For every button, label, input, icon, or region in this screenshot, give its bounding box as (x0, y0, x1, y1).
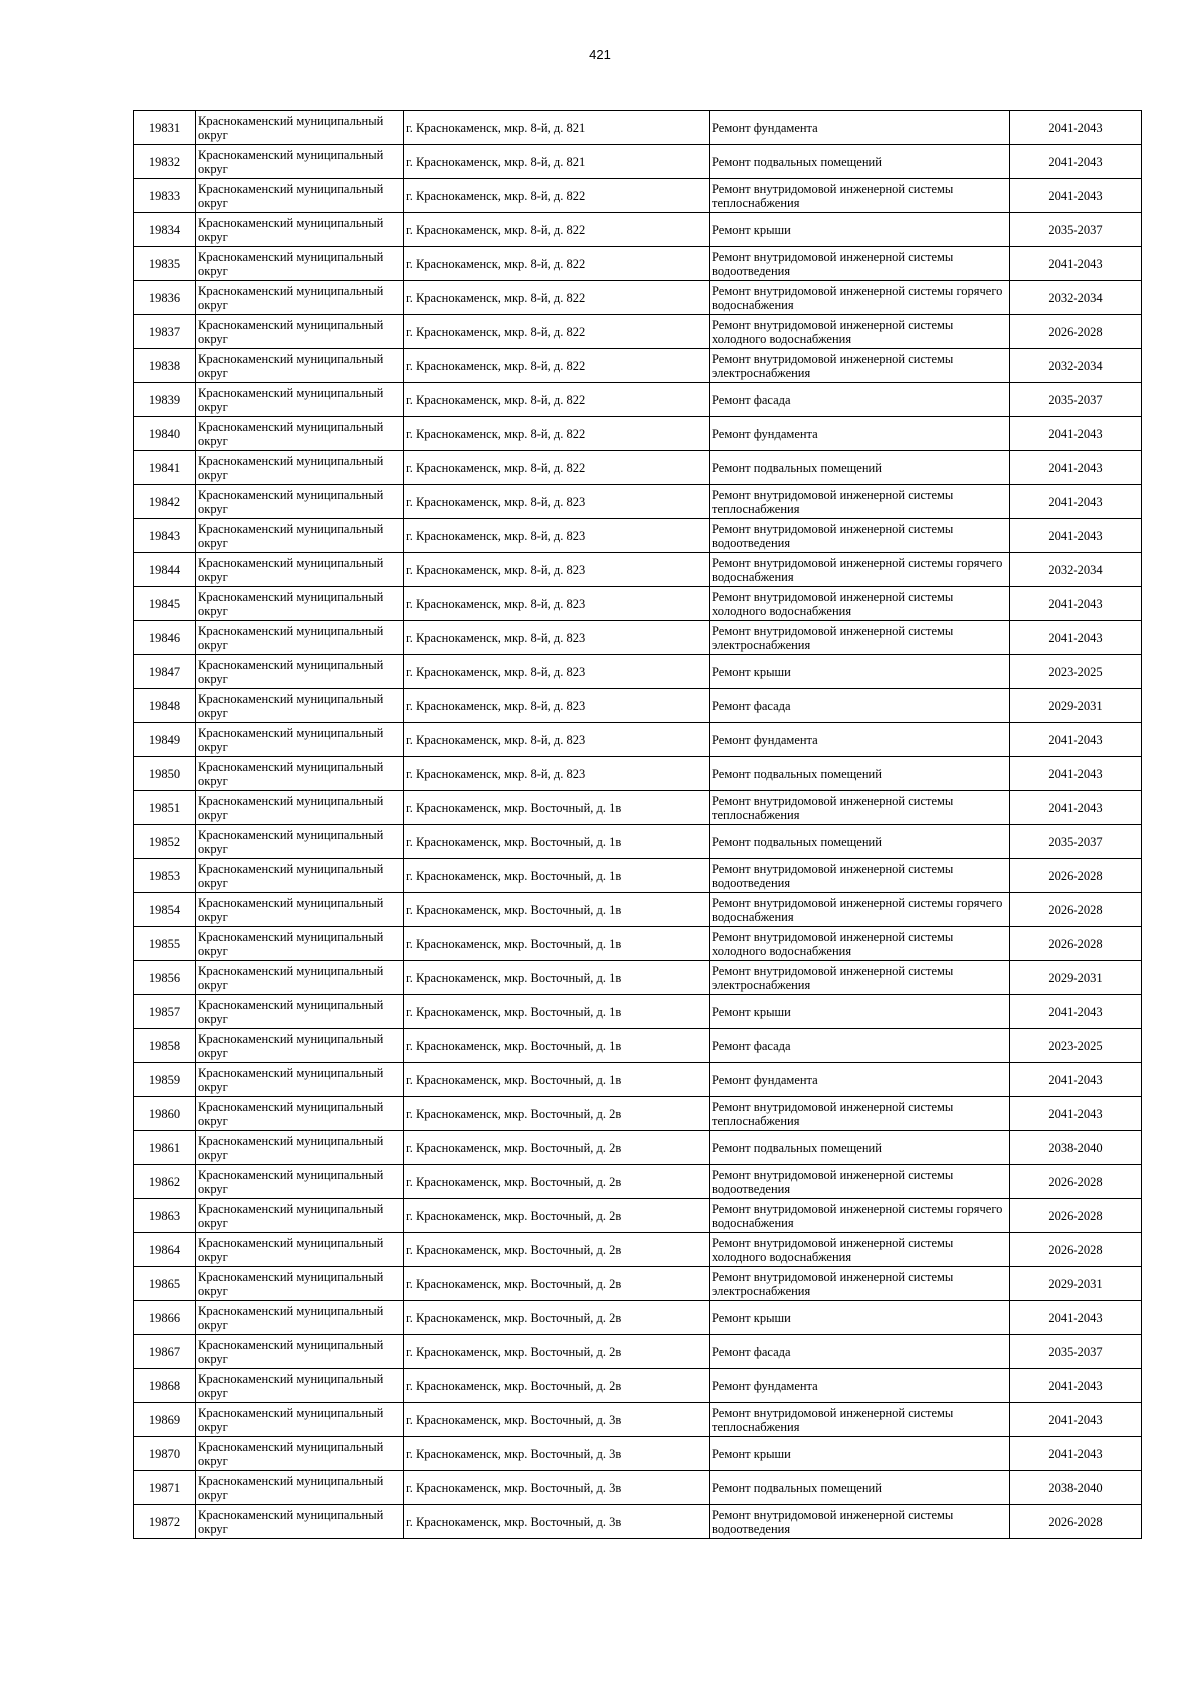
work-type-cell: Ремонт внутридомовой инженерной системы электроснабжения (710, 621, 1010, 655)
period-cell: 2041-2043 (1010, 1063, 1142, 1097)
work-type-cell: Ремонт фасада (710, 689, 1010, 723)
row-number-cell: 19862 (134, 1165, 196, 1199)
address-cell: г. Краснокаменск, мкр. 8-й, д. 823 (404, 689, 710, 723)
work-type-cell: Ремонт внутридомовой инженерной системы электроснабжения (710, 349, 1010, 383)
period-cell: 2026-2028 (1010, 893, 1142, 927)
table-row (134, 213, 1142, 247)
row-number-cell: 19842 (134, 485, 196, 519)
municipality-cell: Краснокаменский муниципальный округ (196, 349, 404, 383)
row-number-cell: 19845 (134, 587, 196, 621)
municipality-cell: Краснокаменский муниципальный округ (196, 111, 404, 145)
municipality-cell: Краснокаменский муниципальный округ (196, 179, 404, 213)
table-row (134, 1301, 1142, 1335)
work-type-cell: Ремонт внутридомовой инженерной системы горячего водоснабжения (710, 553, 1010, 587)
work-type-cell: Ремонт внутридомовой инженерной системы электроснабжения (710, 961, 1010, 995)
work-type-cell: Ремонт внутридомовой инженерной системы холодного водоснабжения (710, 1233, 1010, 1267)
work-type-cell: Ремонт подвальных помещений (710, 1471, 1010, 1505)
period-cell: 2041-2043 (1010, 1437, 1142, 1471)
address-cell: г. Краснокаменск, мкр. 8-й, д. 821 (404, 111, 710, 145)
address-cell: г. Краснокаменск, мкр. Восточный, д. 3в (404, 1437, 710, 1471)
address-cell: г. Краснокаменск, мкр. Восточный, д. 1в (404, 927, 710, 961)
table-row (134, 757, 1142, 791)
period-cell: 2035-2037 (1010, 1335, 1142, 1369)
table-row (134, 485, 1142, 519)
row-number-cell: 19854 (134, 893, 196, 927)
period-cell: 2035-2037 (1010, 383, 1142, 417)
municipality-cell: Краснокаменский муниципальный округ (196, 587, 404, 621)
period-cell: 2041-2043 (1010, 1097, 1142, 1131)
address-cell: г. Краснокаменск, мкр. 8-й, д. 822 (404, 417, 710, 451)
row-number-cell: 19859 (134, 1063, 196, 1097)
table-row (134, 723, 1142, 757)
row-number-cell: 19868 (134, 1369, 196, 1403)
table-row (134, 1199, 1142, 1233)
municipality-cell: Краснокаменский муниципальный округ (196, 655, 404, 689)
address-cell: г. Краснокаменск, мкр. 8-й, д. 822 (404, 383, 710, 417)
municipality-cell: Краснокаменский муниципальный округ (196, 281, 404, 315)
period-cell: 2041-2043 (1010, 791, 1142, 825)
municipality-cell: Краснокаменский муниципальный округ (196, 247, 404, 281)
row-number-cell: 19838 (134, 349, 196, 383)
table-row (134, 825, 1142, 859)
table-row (134, 349, 1142, 383)
municipality-cell: Краснокаменский муниципальный округ (196, 1165, 404, 1199)
municipality-cell: Краснокаменский муниципальный округ (196, 1131, 404, 1165)
municipality-cell: Краснокаменский муниципальный округ (196, 145, 404, 179)
address-cell: г. Краснокаменск, мкр. 8-й, д. 823 (404, 757, 710, 791)
work-type-cell: Ремонт фундамента (710, 1369, 1010, 1403)
address-cell: г. Краснокаменск, мкр. Восточный, д. 1в (404, 995, 710, 1029)
address-cell: г. Краснокаменск, мкр. 8-й, д. 822 (404, 349, 710, 383)
table-row (134, 1335, 1142, 1369)
row-number-cell: 19846 (134, 621, 196, 655)
address-cell: г. Краснокаменск, мкр. Восточный, д. 2в (404, 1165, 710, 1199)
period-cell: 2026-2028 (1010, 1233, 1142, 1267)
municipality-cell: Краснокаменский муниципальный округ (196, 621, 404, 655)
work-type-cell: Ремонт крыши (710, 1437, 1010, 1471)
row-number-cell: 19831 (134, 111, 196, 145)
period-cell: 2041-2043 (1010, 723, 1142, 757)
work-type-cell: Ремонт внутридомовой инженерной системы водоотведения (710, 247, 1010, 281)
table-row (134, 1165, 1142, 1199)
municipality-cell: Краснокаменский муниципальный округ (196, 893, 404, 927)
work-type-cell: Ремонт внутридомовой инженерной системы холодного водоснабжения (710, 927, 1010, 961)
table-row (134, 451, 1142, 485)
period-cell: 2035-2037 (1010, 213, 1142, 247)
table-row (134, 1369, 1142, 1403)
table-row (134, 927, 1142, 961)
period-cell: 2032-2034 (1010, 281, 1142, 315)
row-number-cell: 19856 (134, 961, 196, 995)
work-type-cell: Ремонт внутридомовой инженерной системы теплоснабжения (710, 179, 1010, 213)
table-row (134, 995, 1142, 1029)
address-cell: г. Краснокаменск, мкр. Восточный, д. 3в (404, 1505, 710, 1539)
table-row (134, 1403, 1142, 1437)
municipality-cell: Краснокаменский муниципальный округ (196, 383, 404, 417)
address-cell: г. Краснокаменск, мкр. 8-й, д. 821 (404, 145, 710, 179)
table-row (134, 1267, 1142, 1301)
period-cell: 2041-2043 (1010, 145, 1142, 179)
period-cell: 2026-2028 (1010, 315, 1142, 349)
address-cell: г. Краснокаменск, мкр. Восточный, д. 3в (404, 1471, 710, 1505)
municipality-cell: Краснокаменский муниципальный округ (196, 451, 404, 485)
municipality-cell: Краснокаменский муниципальный округ (196, 995, 404, 1029)
municipality-cell: Краснокаменский муниципальный округ (196, 1335, 404, 1369)
period-cell: 2041-2043 (1010, 451, 1142, 485)
address-cell: г. Краснокаменск, мкр. 8-й, д. 823 (404, 553, 710, 587)
period-cell: 2041-2043 (1010, 995, 1142, 1029)
period-cell: 2029-2031 (1010, 689, 1142, 723)
municipality-cell: Краснокаменский муниципальный округ (196, 1267, 404, 1301)
period-cell: 2041-2043 (1010, 587, 1142, 621)
table-row (134, 383, 1142, 417)
address-cell: г. Краснокаменск, мкр. Восточный, д. 2в (404, 1199, 710, 1233)
work-type-cell: Ремонт подвальных помещений (710, 757, 1010, 791)
registry-table (133, 110, 1142, 1539)
period-cell: 2041-2043 (1010, 1369, 1142, 1403)
address-cell: г. Краснокаменск, мкр. Восточный, д. 1в (404, 961, 710, 995)
work-type-cell: Ремонт подвальных помещений (710, 145, 1010, 179)
row-number-cell: 19861 (134, 1131, 196, 1165)
address-cell: г. Краснокаменск, мкр. Восточный, д. 1в (404, 1063, 710, 1097)
work-type-cell: Ремонт внутридомовой инженерной системы водоотведения (710, 859, 1010, 893)
address-cell: г. Краснокаменск, мкр. 8-й, д. 822 (404, 247, 710, 281)
work-type-cell: Ремонт фасада (710, 1335, 1010, 1369)
period-cell: 2041-2043 (1010, 111, 1142, 145)
work-type-cell: Ремонт внутридомовой инженерной системы теплоснабжения (710, 1403, 1010, 1437)
row-number-cell: 19869 (134, 1403, 196, 1437)
table-row (134, 315, 1142, 349)
address-cell: г. Краснокаменск, мкр. 8-й, д. 823 (404, 621, 710, 655)
table-row (134, 689, 1142, 723)
address-cell: г. Краснокаменск, мкр. 8-й, д. 822 (404, 179, 710, 213)
row-number-cell: 19836 (134, 281, 196, 315)
address-cell: г. Краснокаменск, мкр. Восточный, д. 1в (404, 825, 710, 859)
period-cell: 2041-2043 (1010, 519, 1142, 553)
row-number-cell: 19852 (134, 825, 196, 859)
municipality-cell: Краснокаменский муниципальный округ (196, 1029, 404, 1063)
table-row (134, 1063, 1142, 1097)
row-number-cell: 19840 (134, 417, 196, 451)
table-row (134, 893, 1142, 927)
address-cell: г. Краснокаменск, мкр. 8-й, д. 822 (404, 451, 710, 485)
municipality-cell: Краснокаменский муниципальный округ (196, 791, 404, 825)
table-row (134, 1097, 1142, 1131)
period-cell: 2035-2037 (1010, 825, 1142, 859)
municipality-cell: Краснокаменский муниципальный округ (196, 961, 404, 995)
registry-table-body (134, 111, 1142, 1539)
work-type-cell: Ремонт фундамента (710, 723, 1010, 757)
municipality-cell: Краснокаменский муниципальный округ (196, 1471, 404, 1505)
table-row (134, 281, 1142, 315)
period-cell: 2041-2043 (1010, 179, 1142, 213)
table-row (134, 1233, 1142, 1267)
work-type-cell: Ремонт внутридомовой инженерной системы горячего водоснабжения (710, 1199, 1010, 1233)
work-type-cell: Ремонт внутридомовой инженерной системы теплоснабжения (710, 791, 1010, 825)
address-cell: г. Краснокаменск, мкр. 8-й, д. 823 (404, 587, 710, 621)
period-cell: 2026-2028 (1010, 927, 1142, 961)
row-number-cell: 19870 (134, 1437, 196, 1471)
period-cell: 2032-2034 (1010, 553, 1142, 587)
row-number-cell: 19866 (134, 1301, 196, 1335)
row-number-cell: 19833 (134, 179, 196, 213)
municipality-cell: Краснокаменский муниципальный округ (196, 825, 404, 859)
municipality-cell: Краснокаменский муниципальный округ (196, 689, 404, 723)
address-cell: г. Краснокаменск, мкр. Восточный, д. 1в (404, 893, 710, 927)
row-number-cell: 19864 (134, 1233, 196, 1267)
period-cell: 2041-2043 (1010, 247, 1142, 281)
address-cell: г. Краснокаменск, мкр. Восточный, д. 1в (404, 859, 710, 893)
row-number-cell: 19855 (134, 927, 196, 961)
table-row (134, 1029, 1142, 1063)
period-cell: 2023-2025 (1010, 655, 1142, 689)
municipality-cell: Краснокаменский муниципальный округ (196, 927, 404, 961)
row-number-cell: 19834 (134, 213, 196, 247)
table-row (134, 179, 1142, 213)
work-type-cell: Ремонт внутридомовой инженерной системы водоотведения (710, 1165, 1010, 1199)
table-row (134, 553, 1142, 587)
work-type-cell: Ремонт внутридомовой инженерной системы водоотведения (710, 519, 1010, 553)
work-type-cell: Ремонт внутридомовой инженерной системы холодного водоснабжения (710, 315, 1010, 349)
table-row (134, 859, 1142, 893)
municipality-cell: Краснокаменский муниципальный округ (196, 213, 404, 247)
period-cell: 2029-2031 (1010, 1267, 1142, 1301)
table-row (134, 961, 1142, 995)
row-number-cell: 19860 (134, 1097, 196, 1131)
address-cell: г. Краснокаменск, мкр. Восточный, д. 2в (404, 1097, 710, 1131)
address-cell: г. Краснокаменск, мкр. Восточный, д. 2в (404, 1369, 710, 1403)
address-cell: г. Краснокаменск, мкр. Восточный, д. 2в (404, 1131, 710, 1165)
row-number-cell: 19839 (134, 383, 196, 417)
work-type-cell: Ремонт фундамента (710, 1063, 1010, 1097)
address-cell: г. Краснокаменск, мкр. Восточный, д. 1в (404, 791, 710, 825)
period-cell: 2041-2043 (1010, 1301, 1142, 1335)
table-row (134, 791, 1142, 825)
table-row (134, 111, 1142, 145)
row-number-cell: 19843 (134, 519, 196, 553)
municipality-cell: Краснокаменский муниципальный округ (196, 1403, 404, 1437)
table-row (134, 519, 1142, 553)
row-number-cell: 19867 (134, 1335, 196, 1369)
period-cell: 2023-2025 (1010, 1029, 1142, 1063)
row-number-cell: 19841 (134, 451, 196, 485)
work-type-cell: Ремонт внутридомовой инженерной системы горячего водоснабжения (710, 281, 1010, 315)
address-cell: г. Краснокаменск, мкр. Восточный, д. 2в (404, 1267, 710, 1301)
row-number-cell: 19844 (134, 553, 196, 587)
address-cell: г. Краснокаменск, мкр. Восточный, д. 1в (404, 1029, 710, 1063)
municipality-cell: Краснокаменский муниципальный округ (196, 1505, 404, 1539)
row-number-cell: 19858 (134, 1029, 196, 1063)
period-cell: 2026-2028 (1010, 859, 1142, 893)
work-type-cell: Ремонт подвальных помещений (710, 1131, 1010, 1165)
address-cell: г. Краснокаменск, мкр. 8-й, д. 822 (404, 315, 710, 349)
municipality-cell: Краснокаменский муниципальный округ (196, 1369, 404, 1403)
row-number-cell: 19837 (134, 315, 196, 349)
table-row (134, 247, 1142, 281)
address-cell: г. Краснокаменск, мкр. 8-й, д. 822 (404, 281, 710, 315)
municipality-cell: Краснокаменский муниципальный округ (196, 1199, 404, 1233)
period-cell: 2026-2028 (1010, 1165, 1142, 1199)
work-type-cell: Ремонт фасада (710, 1029, 1010, 1063)
period-cell: 2041-2043 (1010, 757, 1142, 791)
period-cell: 2032-2034 (1010, 349, 1142, 383)
table-row (134, 621, 1142, 655)
address-cell: г. Краснокаменск, мкр. 8-й, д. 823 (404, 655, 710, 689)
work-type-cell: Ремонт внутридомовой инженерной системы теплоснабжения (710, 485, 1010, 519)
period-cell: 2041-2043 (1010, 417, 1142, 451)
municipality-cell: Краснокаменский муниципальный округ (196, 1301, 404, 1335)
address-cell: г. Краснокаменск, мкр. 8-й, д. 823 (404, 485, 710, 519)
work-type-cell: Ремонт внутридомовой инженерной системы горячего водоснабжения (710, 893, 1010, 927)
municipality-cell: Краснокаменский муниципальный округ (196, 1097, 404, 1131)
row-number-cell: 19848 (134, 689, 196, 723)
work-type-cell: Ремонт крыши (710, 213, 1010, 247)
row-number-cell: 19857 (134, 995, 196, 1029)
table-row (134, 1131, 1142, 1165)
row-number-cell: 19853 (134, 859, 196, 893)
municipality-cell: Краснокаменский муниципальный округ (196, 757, 404, 791)
row-number-cell: 19849 (134, 723, 196, 757)
period-cell: 2026-2028 (1010, 1505, 1142, 1539)
period-cell: 2026-2028 (1010, 1199, 1142, 1233)
municipality-cell: Краснокаменский муниципальный округ (196, 723, 404, 757)
work-type-cell: Ремонт фундамента (710, 417, 1010, 451)
row-number-cell: 19835 (134, 247, 196, 281)
period-cell: 2041-2043 (1010, 1403, 1142, 1437)
address-cell: г. Краснокаменск, мкр. Восточный, д. 2в (404, 1233, 710, 1267)
municipality-cell: Краснокаменский муниципальный округ (196, 417, 404, 451)
table-row (134, 587, 1142, 621)
period-cell: 2041-2043 (1010, 485, 1142, 519)
work-type-cell: Ремонт крыши (710, 655, 1010, 689)
work-type-cell: Ремонт крыши (710, 1301, 1010, 1335)
address-cell: г. Краснокаменск, мкр. Восточный, д. 3в (404, 1403, 710, 1437)
work-type-cell: Ремонт фасада (710, 383, 1010, 417)
municipality-cell: Краснокаменский муниципальный округ (196, 485, 404, 519)
table-row (134, 1437, 1142, 1471)
work-type-cell: Ремонт внутридомовой инженерной системы холодного водоснабжения (710, 587, 1010, 621)
table-row (134, 1505, 1142, 1539)
row-number-cell: 19847 (134, 655, 196, 689)
work-type-cell: Ремонт подвальных помещений (710, 825, 1010, 859)
work-type-cell: Ремонт подвальных помещений (710, 451, 1010, 485)
table-row (134, 1471, 1142, 1505)
row-number-cell: 19871 (134, 1471, 196, 1505)
row-number-cell: 19832 (134, 145, 196, 179)
row-number-cell: 19863 (134, 1199, 196, 1233)
municipality-cell: Краснокаменский муниципальный округ (196, 519, 404, 553)
address-cell: г. Краснокаменск, мкр. Восточный, д. 2в (404, 1335, 710, 1369)
table-row (134, 417, 1142, 451)
period-cell: 2038-2040 (1010, 1131, 1142, 1165)
row-number-cell: 19872 (134, 1505, 196, 1539)
municipality-cell: Краснокаменский муниципальный округ (196, 1233, 404, 1267)
address-cell: г. Краснокаменск, мкр. Восточный, д. 2в (404, 1301, 710, 1335)
work-type-cell: Ремонт крыши (710, 995, 1010, 1029)
address-cell: г. Краснокаменск, мкр. 8-й, д. 822 (404, 213, 710, 247)
row-number-cell: 19850 (134, 757, 196, 791)
work-type-cell: Ремонт внутридомовой инженерной системы водоотведения (710, 1505, 1010, 1539)
work-type-cell: Ремонт внутридомовой инженерной системы теплоснабжения (710, 1097, 1010, 1131)
address-cell: г. Краснокаменск, мкр. 8-й, д. 823 (404, 519, 710, 553)
row-number-cell: 19851 (134, 791, 196, 825)
work-type-cell: Ремонт фундамента (710, 111, 1010, 145)
row-number-cell: 19865 (134, 1267, 196, 1301)
municipality-cell: Краснокаменский муниципальный округ (196, 1063, 404, 1097)
period-cell: 2038-2040 (1010, 1471, 1142, 1505)
municipality-cell: Краснокаменский муниципальный округ (196, 859, 404, 893)
address-cell: г. Краснокаменск, мкр. 8-й, д. 823 (404, 723, 710, 757)
municipality-cell: Краснокаменский муниципальный округ (196, 553, 404, 587)
page-number: 421 (589, 47, 611, 62)
municipality-cell: Краснокаменский муниципальный округ (196, 1437, 404, 1471)
period-cell: 2041-2043 (1010, 621, 1142, 655)
municipality-cell: Краснокаменский муниципальный округ (196, 315, 404, 349)
period-cell: 2029-2031 (1010, 961, 1142, 995)
table-row (134, 655, 1142, 689)
work-type-cell: Ремонт внутридомовой инженерной системы электроснабжения (710, 1267, 1010, 1301)
table-row (134, 145, 1142, 179)
